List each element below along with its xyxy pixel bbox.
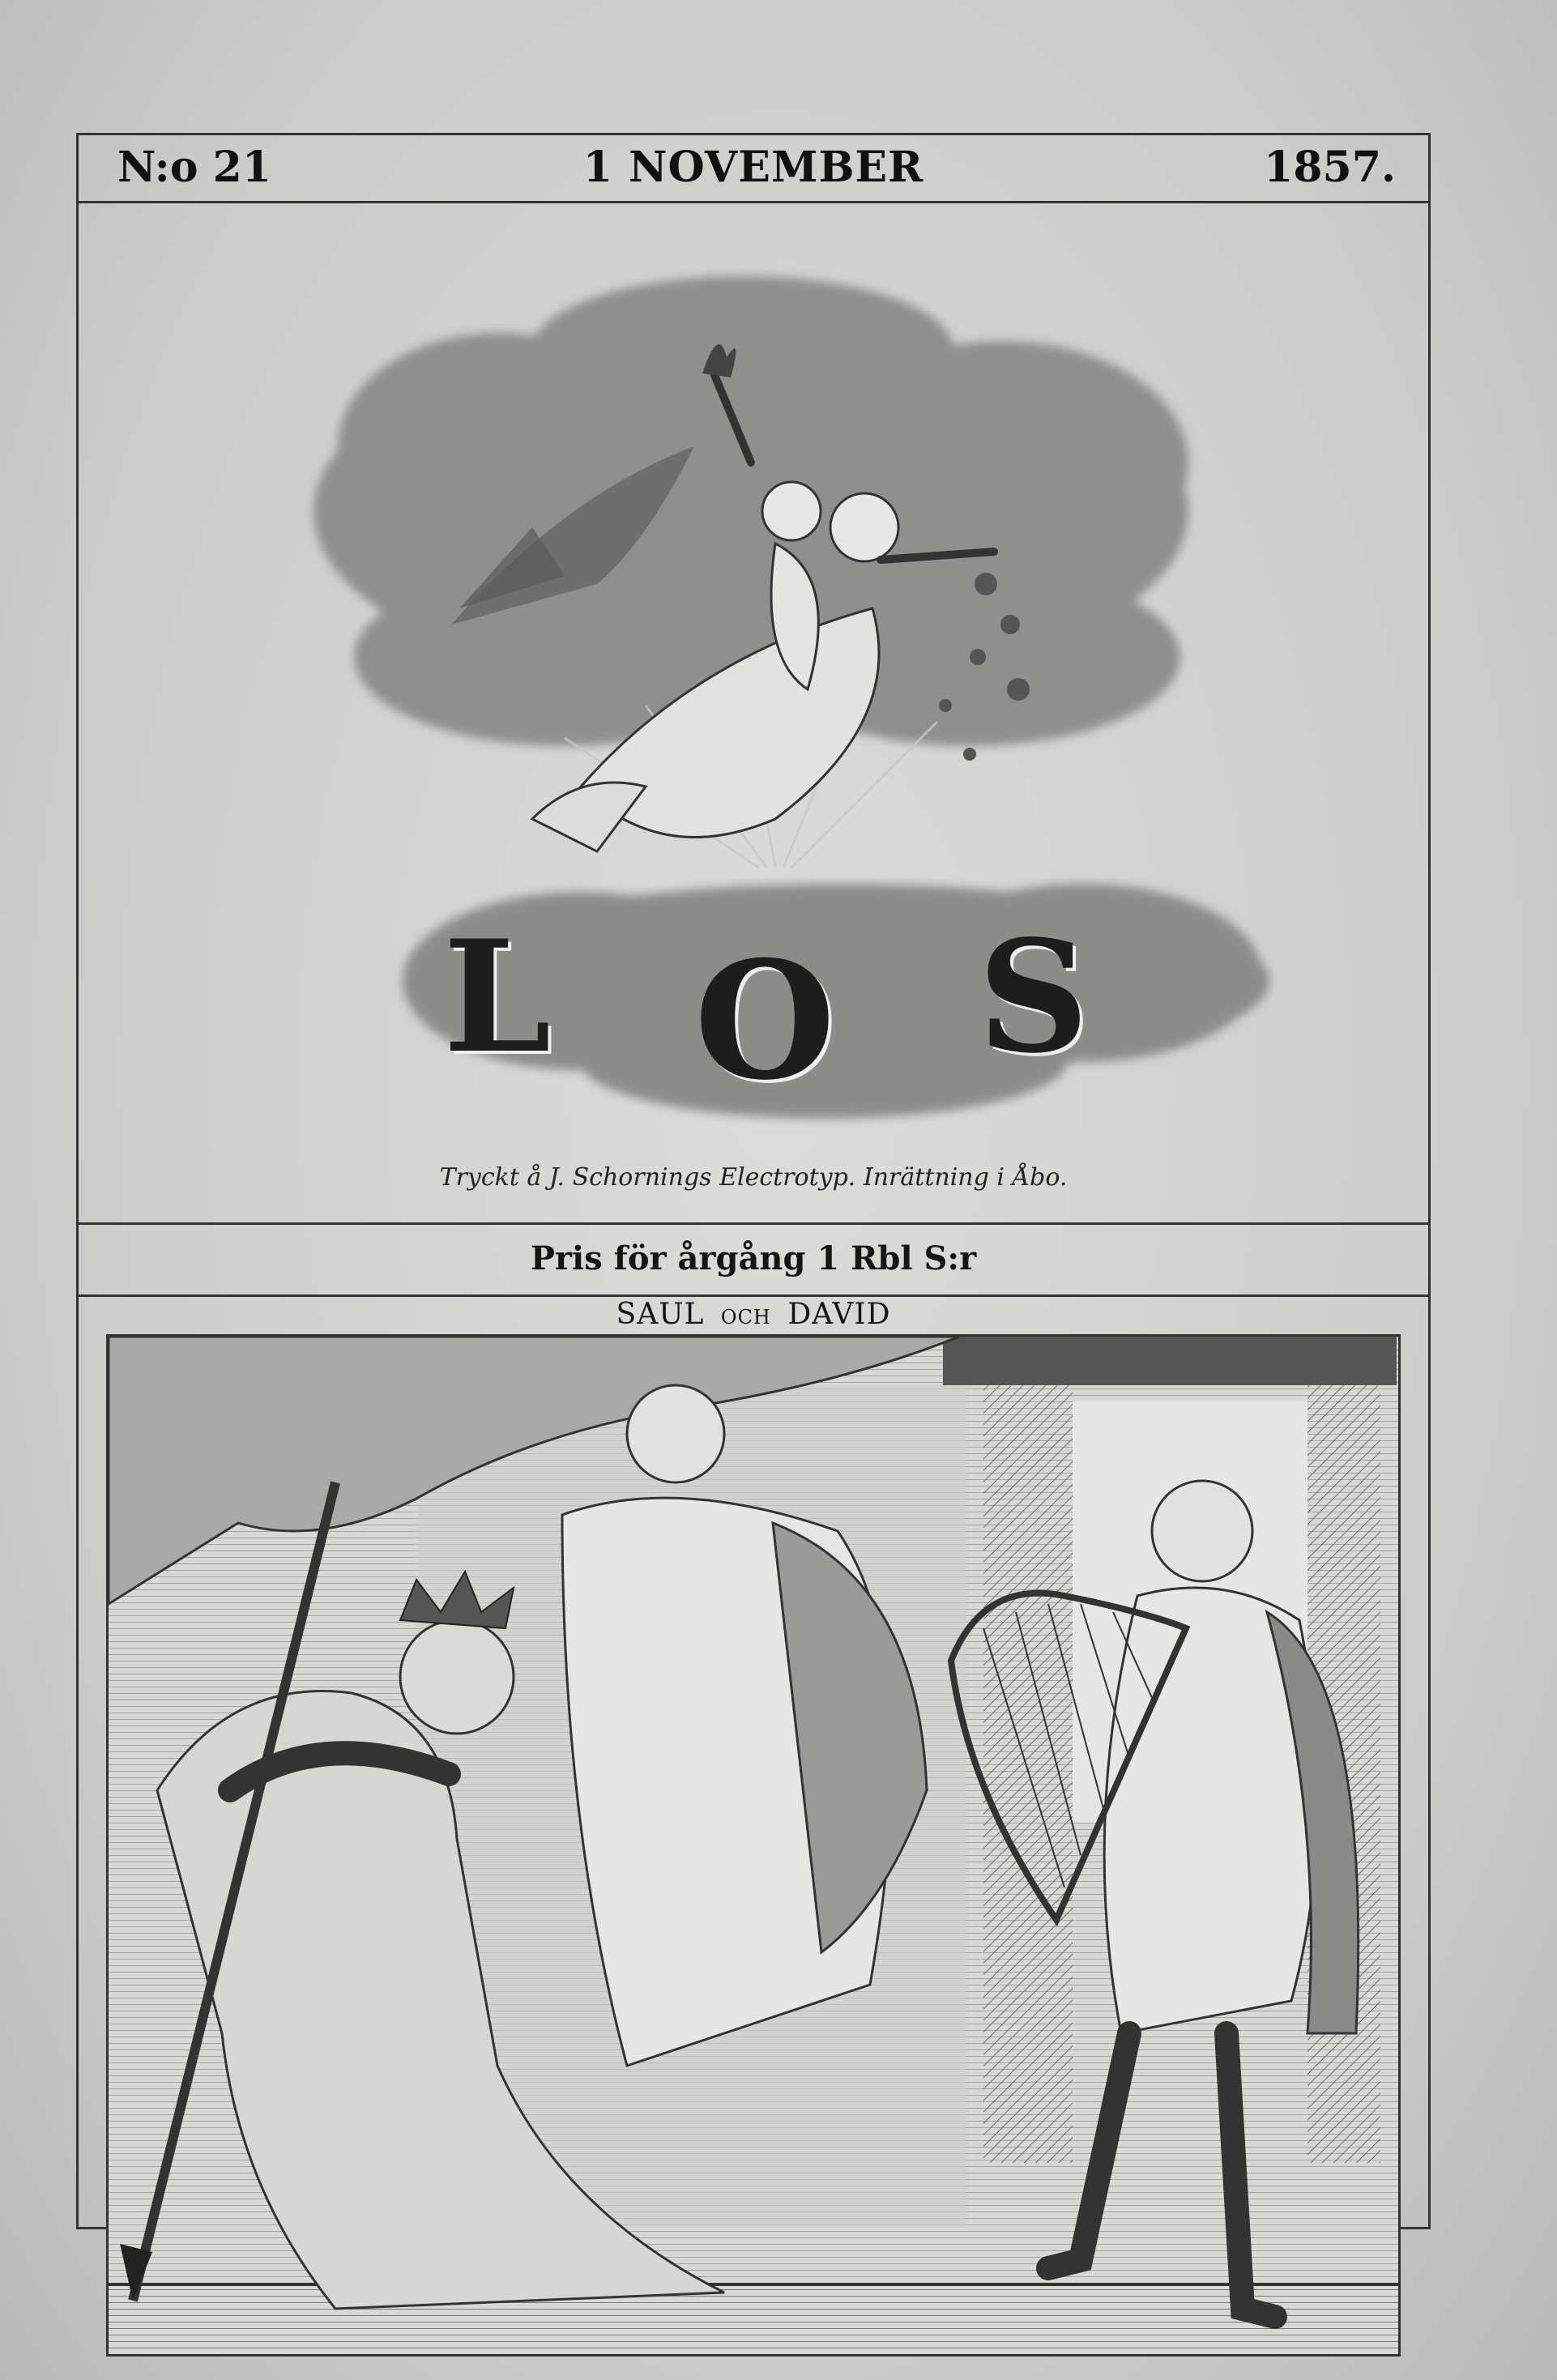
issue-number: N:o 21	[117, 143, 272, 192]
engraving-drawing	[109, 1337, 1398, 2354]
page-frame	[76, 133, 1431, 2229]
issue-year: 1857.	[1264, 143, 1396, 192]
title-letter-l: L	[443, 906, 552, 1087]
subscription-price: Pris för årgång 1 Rbl S:r	[79, 1222, 1428, 1297]
saul-david-engraving	[106, 1334, 1401, 2357]
issue-date: 1 NOVEMBER	[582, 143, 924, 192]
masthead	[79, 203, 1428, 1222]
title-letter-o: O	[694, 926, 836, 1116]
title-letter-s: S	[978, 906, 1090, 1087]
issue-header	[79, 135, 1428, 203]
printer-credit: Tryckt å J. Schornings Electrotyp. Inrättning i Åbo.	[439, 1163, 1068, 1192]
caption-och: OCH	[720, 1306, 771, 1329]
title-letters	[79, 906, 1428, 1116]
caption-david: DAVID	[787, 1298, 891, 1331]
illustration-caption	[79, 1297, 1428, 1335]
caption-saul: SAUL	[616, 1298, 705, 1331]
